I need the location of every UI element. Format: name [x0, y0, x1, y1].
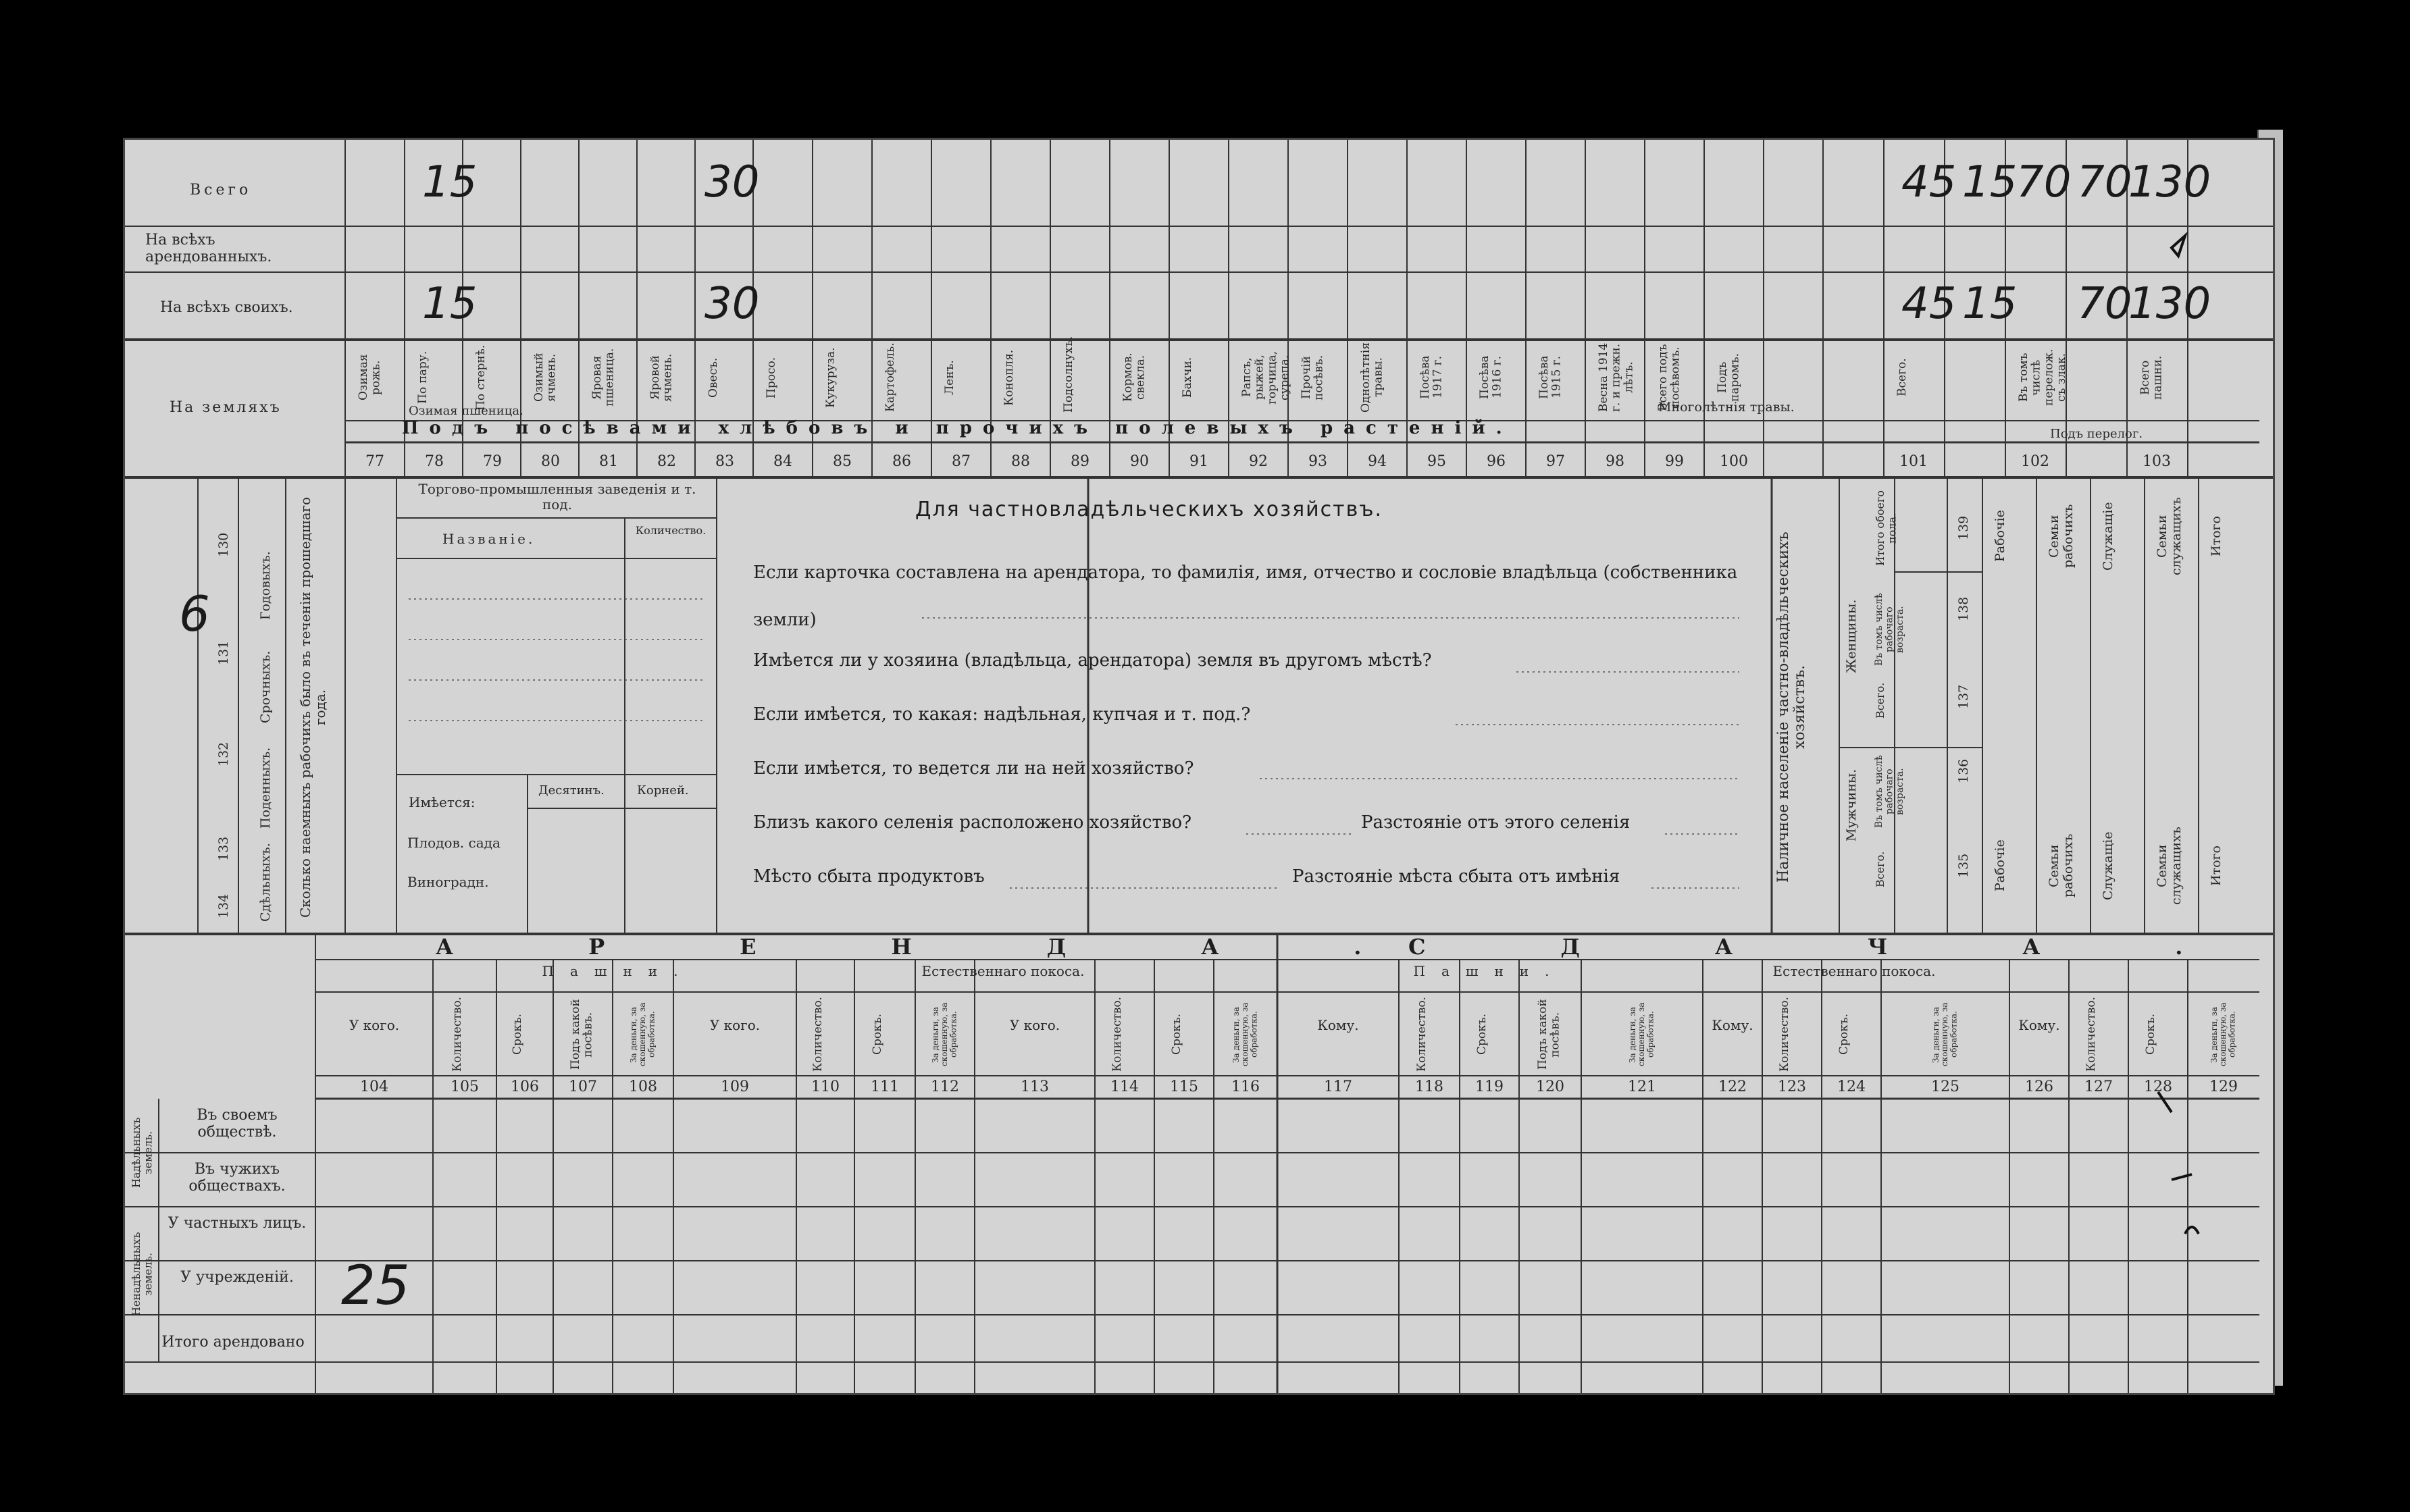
column-number: 97 — [1546, 453, 1565, 470]
q-market: Мѣсто сбыта продуктовъ — [753, 866, 985, 887]
num-132: 132 — [216, 741, 231, 767]
q-village-distance: Разстояніе отъ этого селенія — [1361, 812, 1631, 833]
num-135: 135 — [1956, 853, 1971, 879]
column-number: 84 — [773, 453, 792, 470]
crop-header: Кормов. свекла. — [1121, 353, 1148, 402]
women-total-label: Всего. — [1874, 682, 1887, 719]
q-near-village: Близъ какого селенія расположено хозяйство? — [753, 812, 1192, 833]
column-number: 83 — [715, 453, 734, 470]
column-number: 89 — [1071, 453, 1089, 470]
column-number: 81 — [599, 453, 618, 470]
lease-column-number: 119 — [1475, 1078, 1504, 1095]
column-number: 86 — [892, 453, 911, 470]
lease-pashni-label: Пашни. — [542, 963, 694, 979]
lease-col-header: Срокъ. — [2144, 1014, 2157, 1055]
row-private-persons: У частныхъ лицъ. — [168, 1215, 307, 1232]
lease-column-number: 113 — [1021, 1078, 1049, 1095]
column-number: 93 — [1308, 453, 1327, 470]
trade-qty-label: Количество. — [635, 524, 707, 537]
col-yearly: Годовыхъ. — [258, 551, 273, 620]
lease-column-number: 128 — [2144, 1078, 2172, 1095]
lease-col-header: Срокъ. — [1475, 1014, 1489, 1055]
q-other-land: Имѣется ли у хозяина (владѣльца, арендатора) земля въ другомъ мѣстѣ? — [753, 650, 1432, 671]
lease-column-number: 124 — [1837, 1078, 1866, 1095]
korney-label: Корней. — [637, 783, 689, 798]
lease-column-number: 112 — [931, 1078, 959, 1095]
men-incl-label: Въ томъ числѣ рабочаго возраста. — [1874, 755, 1905, 828]
population-col-bot: Рабочіе — [1993, 839, 2007, 892]
lease-col-header: Количество. — [451, 997, 464, 1072]
lease-column-number: 120 — [1536, 1078, 1564, 1095]
lease-col-header: У кого. — [1009, 1017, 1060, 1033]
column-number: 92 — [1249, 453, 1268, 470]
population-col-bot: Семьи служащихъ — [2155, 827, 2184, 905]
crop-header: Подъ паромъ. — [1716, 353, 1742, 402]
num-139: 139 — [1956, 515, 1971, 541]
row-rented-label: На всѣхъ арендованныхъ. — [145, 232, 272, 266]
lease-col-header: За деньги, за скошенную, за обработка. — [1231, 1002, 1259, 1067]
col-daily: Поденныхъ. — [258, 747, 273, 829]
crop-header: Всего пашни. — [2138, 355, 2165, 400]
hw-left-mark: 6 — [179, 585, 210, 642]
lease-column-number: 109 — [721, 1078, 749, 1095]
column-number: 91 — [1189, 453, 1208, 470]
lease-column-number: 114 — [1110, 1078, 1139, 1095]
crop-header: Ленъ. — [943, 360, 956, 395]
hw-total-103: 130 — [2128, 157, 2211, 207]
fallow-label: Подъ перелог. — [2050, 427, 2143, 441]
vineyards-label: Виноградн. — [407, 874, 489, 890]
crop-header: По стернѣ. — [474, 344, 488, 411]
men-label: Мужчины. — [1844, 768, 1859, 841]
row-institutions: У учрежденій. — [180, 1269, 294, 1286]
lease-col-header: За деньги, за скошенную, за обработка. — [1931, 1002, 1959, 1067]
column-number: 82 — [657, 453, 676, 470]
lease-col-header: Количество. — [2084, 997, 2098, 1072]
population-col-top: Семьи служащихъ — [2155, 497, 2184, 575]
lease-column-number: 105 — [451, 1078, 479, 1095]
crop-header: Всего подъ посѣвомъ. — [1656, 344, 1683, 411]
lease-col-header: Срокъ. — [511, 1014, 524, 1055]
population-col-top: Семьи рабочихъ — [2047, 504, 2076, 569]
crop-header: Озимый ячмень. — [532, 353, 559, 402]
hw-own-78: 15 — [422, 279, 478, 329]
lease-column-number: 122 — [1718, 1078, 1747, 1095]
column-number: 103 — [2143, 453, 2171, 470]
crop-header: Яровая пшеница. — [590, 348, 617, 407]
lease-col-header: За деньги, за скошенную, за обработка. — [1628, 1002, 1656, 1067]
crop-header: Однолѣтнія травы. — [1359, 342, 1385, 413]
sdacha-pokos-label: Естественнаго покоса. — [1772, 963, 1936, 979]
census-card — [123, 138, 2318, 1395]
column-number: 85 — [833, 453, 852, 470]
crop-header: Прочій посѣвъ. — [1300, 355, 1326, 400]
crop-header: Всего. — [1895, 358, 1909, 397]
lease-column-number: 104 — [360, 1078, 388, 1095]
hw-own-102: 70 — [2077, 279, 2132, 329]
column-number: 98 — [1606, 453, 1624, 470]
col-piecework: Сдѣльныхъ. — [258, 843, 273, 922]
crop-header: Посѣва 1917 г. — [1418, 355, 1445, 400]
lease-col-header: За деньги, за скошенную, за обработка. — [2209, 1002, 2237, 1067]
lease-col-header: У кого. — [709, 1017, 761, 1033]
lease-column-number: 117 — [1324, 1078, 1352, 1095]
desyatin-label: Десятинъ. — [538, 783, 605, 798]
winter-wheat-label: Озимая пшеница. — [409, 404, 523, 418]
lease-col-header: Подъ какой посѣвъ. — [569, 999, 595, 1070]
crops-banner: Подъ посѣвами хлѣбовъ и прочихъ полевыхъ растеній. — [402, 418, 1513, 438]
hw-total-99: 45 — [1901, 157, 1957, 207]
column-number: 79 — [483, 453, 502, 470]
sdacha-banner: СДАЧА. — [1408, 934, 2318, 960]
num-130: 130 — [216, 532, 231, 558]
lease-col-header: Количество. — [811, 997, 825, 1072]
column-number: 94 — [1368, 453, 1387, 470]
population-col-top: Служащіе — [2101, 502, 2116, 571]
num-134: 134 — [216, 893, 231, 919]
men-total-label: Всего. — [1874, 851, 1887, 887]
column-number: 88 — [1011, 453, 1030, 470]
lease-column-number: 121 — [1628, 1078, 1656, 1095]
women-label: Женщины. — [1844, 599, 1859, 673]
num-131: 131 — [216, 640, 231, 666]
q-owner: Если карточка составлена на арендатора, то фамилія, имя, отчество и сословіе владѣльца (собственника земли) — [753, 563, 1738, 630]
col-term: Срочныхъ. — [258, 650, 273, 723]
row-other-communities: Въ чужихъ обществахъ. — [188, 1161, 286, 1195]
num-137: 137 — [1956, 684, 1971, 710]
lease-column-number: 107 — [569, 1078, 597, 1095]
num-133: 133 — [216, 836, 231, 862]
column-number: 96 — [1487, 453, 1506, 470]
private-title: Для частновладѣльческихъ хозяйствъ. — [915, 498, 1383, 521]
crop-header: По пару. — [416, 350, 430, 405]
crop-header: Озимая рожь. — [357, 354, 383, 401]
total-both-label: Итого обоего пола. — [1874, 490, 1899, 566]
lease-column-number: 116 — [1231, 1078, 1260, 1095]
lease-col-header: Срокъ. — [1837, 1014, 1851, 1055]
lease-column-number: 123 — [1778, 1078, 1806, 1095]
lease-col-header: Количество. — [1110, 997, 1124, 1072]
population-col-bot: Служащіе — [2101, 831, 2116, 900]
sdacha-pashni-label: Пашни. — [1413, 963, 1566, 979]
allotment-lands-label: Надѣльныхъ земель. — [130, 1117, 155, 1189]
lease-pokos-label: Естественнаго покоса. — [921, 963, 1085, 979]
crop-header: Въ томъ числѣ перелож. съ злак. — [2017, 348, 2069, 407]
column-number: 90 — [1130, 453, 1149, 470]
q-farming: Если имѣется, то ведется ли на ней хозяйство? — [753, 758, 1194, 779]
crop-header: Конопля. — [1002, 349, 1016, 406]
women-incl-label: Въ томъ числѣ рабочаго возраста. — [1874, 593, 1905, 666]
hw-total-102: 70 — [2077, 157, 2132, 207]
crop-header: Картофель. — [883, 342, 897, 413]
has-label: Имѣется: — [409, 794, 476, 810]
lease-column-number: 115 — [1170, 1078, 1198, 1095]
hw-own-82: 30 — [704, 279, 760, 329]
crop-header: Рапсъ, рыжей, горчица, сурепа. — [1240, 350, 1292, 405]
lease-column-number: 126 — [2025, 1078, 2053, 1095]
lease-column-number: 127 — [2084, 1078, 2113, 1095]
lease-col-header: У кого. — [349, 1017, 400, 1033]
hw-total-82: 30 — [704, 157, 760, 207]
lease-col-header: За деньги, за скошенную, за обработка. — [629, 1002, 657, 1067]
population-col-top: Итого — [2209, 516, 2224, 556]
population-vertical: Наличное населеніе частно-владѣльческихъ хозяйствъ. — [1775, 531, 1809, 883]
column-number: 102 — [2021, 453, 2049, 470]
hw-total-78: 15 — [422, 157, 478, 207]
lease-col-header: Кому. — [2018, 1017, 2060, 1033]
lease-col-header: Количество. — [1415, 997, 1429, 1072]
lease-col-header: Срокъ. — [1170, 1014, 1183, 1055]
hired-workers-vertical: Сколько наемныхъ рабочихъ было въ теченіи прошедшаго года. — [297, 496, 328, 918]
arenda-banner: АРЕНДА. — [436, 934, 1497, 960]
lease-column-number: 110 — [811, 1078, 840, 1095]
population-col-bot: Семьи рабочихъ — [2047, 833, 2076, 898]
lease-column-number: 111 — [871, 1078, 899, 1095]
crop-header: Весна 1914 г. и прежн. лѣтъ. — [1597, 342, 1636, 413]
non-allotment-lands-label: Ненадѣльныхъ земель. — [130, 1232, 155, 1317]
row-on-lands-label: На земляхъ — [170, 399, 282, 416]
column-number: 77 — [365, 453, 384, 470]
crop-header: Подсолнухъ. — [1062, 336, 1075, 413]
crop-header: Посѣва 1916 г. — [1478, 355, 1504, 400]
lease-column-number: 118 — [1415, 1078, 1443, 1095]
lease-column-number: 125 — [1931, 1078, 1959, 1095]
lease-col-header: Подъ какой посѣвъ. — [1536, 999, 1562, 1070]
hw-own-100: 15 — [1962, 279, 2018, 329]
lease-column-number: 106 — [511, 1078, 539, 1095]
orchards-label: Плодов. сада — [407, 835, 501, 851]
crop-header: Кукуруза. — [824, 347, 838, 408]
perennial-label: Многолѣтнія травы. — [1658, 400, 1795, 415]
row-own-label: На всѣхъ своихъ. — [160, 299, 293, 316]
row-total-label: Всего — [190, 182, 252, 199]
lease-col-header: За деньги, за скошенную, за обработка. — [931, 1002, 958, 1067]
q-land-type: Если имѣется, то какая: надѣльная, купчая и т. под.? — [753, 704, 1251, 725]
trade-name-label: Названіе. — [442, 531, 536, 547]
lease-column-number: 108 — [629, 1078, 657, 1095]
population-col-top: Рабочіе — [1993, 510, 2007, 563]
num-138: 138 — [1956, 596, 1971, 622]
crop-header: Бахчи. — [1181, 357, 1194, 398]
lease-column-number: 129 — [2209, 1078, 2238, 1095]
num-136: 136 — [1956, 758, 1971, 784]
column-number: 95 — [1427, 453, 1446, 470]
row-total-leased: Итого арендовано — [161, 1334, 305, 1351]
crop-header: Овесъ. — [707, 357, 720, 398]
crop-header: Просо. — [765, 357, 778, 398]
population-col-bot: Итого — [2209, 845, 2224, 886]
crop-header: Яровой ячмень. — [648, 353, 675, 402]
hw-own-99: 45 — [1901, 279, 1957, 329]
trade-header: Торгово-промышленныя заведенія и т. под. — [418, 481, 696, 513]
column-number: 101 — [1899, 453, 1928, 470]
column-number: 78 — [425, 453, 444, 470]
column-number: 100 — [1720, 453, 1748, 470]
column-number: 87 — [952, 453, 971, 470]
lease-col-header: Кому. — [1317, 1017, 1359, 1033]
hw-total-101: 70 — [2016, 157, 2072, 207]
hw-bottom-mark: 25 — [341, 1254, 410, 1317]
hw-own-103: 130 — [2128, 279, 2211, 329]
crop-header: Посѣва 1915 г. — [1537, 355, 1564, 400]
row-own-community: Въ своемъ обществѣ. — [197, 1107, 278, 1141]
lease-col-header: Срокъ. — [871, 1014, 884, 1055]
column-number: 80 — [541, 453, 560, 470]
column-number: 99 — [1665, 453, 1684, 470]
lease-col-header: Количество. — [1778, 997, 1791, 1072]
q-market-distance: Разстояніе мѣста сбыта отъ имѣнія — [1292, 866, 1620, 887]
lease-col-header: Кому. — [1712, 1017, 1753, 1033]
hw-total-100: 15 — [1962, 157, 2018, 207]
